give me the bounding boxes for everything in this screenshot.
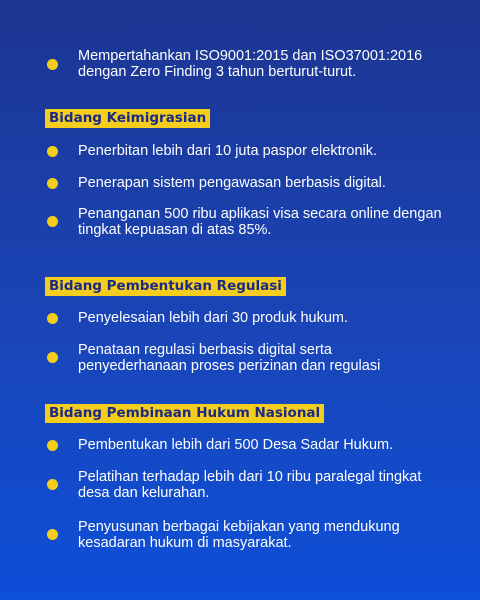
- list-item-text: Pelatihan terhadap lebih dari 10 ribu paralegal tingkat desa dan kelurahan.: [78, 469, 422, 501]
- section-heading-keimigrasian: Bidang Keimigrasian: [45, 109, 210, 128]
- list-item-text: Penyelesaian lebih dari 30 produk hukum.: [78, 310, 349, 326]
- list-item-text: Penerbitan lebih dari 10 juta paspor elektronik.: [78, 143, 378, 159]
- list-item-text: Penerapan sistem pengawasan berbasis digital.: [78, 175, 386, 191]
- list-item-text: Penyusunan berbagai kebijakan yang mendukung kesadaran hukum di masyarakat.: [78, 519, 400, 551]
- list-item-text: Penanganan 500 ribu aplikasi visa secara online dengan tingkat kepuasan di atas 85%.: [78, 206, 442, 238]
- list-item-text: Pembentukan lebih dari 500 Desa Sadar Hukum.: [78, 437, 394, 453]
- bullet-dot-icon: [47, 216, 58, 227]
- list-item-text: Penataan regulasi berbasis digital serta penyederhanaan proses perizinan dan regulasi: [78, 342, 381, 374]
- section-heading-pembentukan-regulasi: Bidang Pembentukan Regulasi: [45, 277, 286, 296]
- list-item-text: Mempertahankan ISO9001:2015 dan ISO37001:2016 dengan Zero Finding 3 tahun berturut-turut.: [78, 48, 423, 80]
- bullet-dot-icon: [47, 352, 58, 363]
- bullet-dot-icon: [47, 529, 58, 540]
- bullet-dot-icon: [47, 59, 58, 70]
- bullet-dot-icon: [47, 146, 58, 157]
- bullet-dot-icon: [47, 178, 58, 189]
- bullet-dot-icon: [47, 479, 58, 490]
- bullet-dot-icon: [47, 440, 58, 451]
- section-heading-pembinaan-hukum-nasional: Bidang Pembinaan Hukum Nasional: [45, 404, 324, 423]
- bullet-dot-icon: [47, 313, 58, 324]
